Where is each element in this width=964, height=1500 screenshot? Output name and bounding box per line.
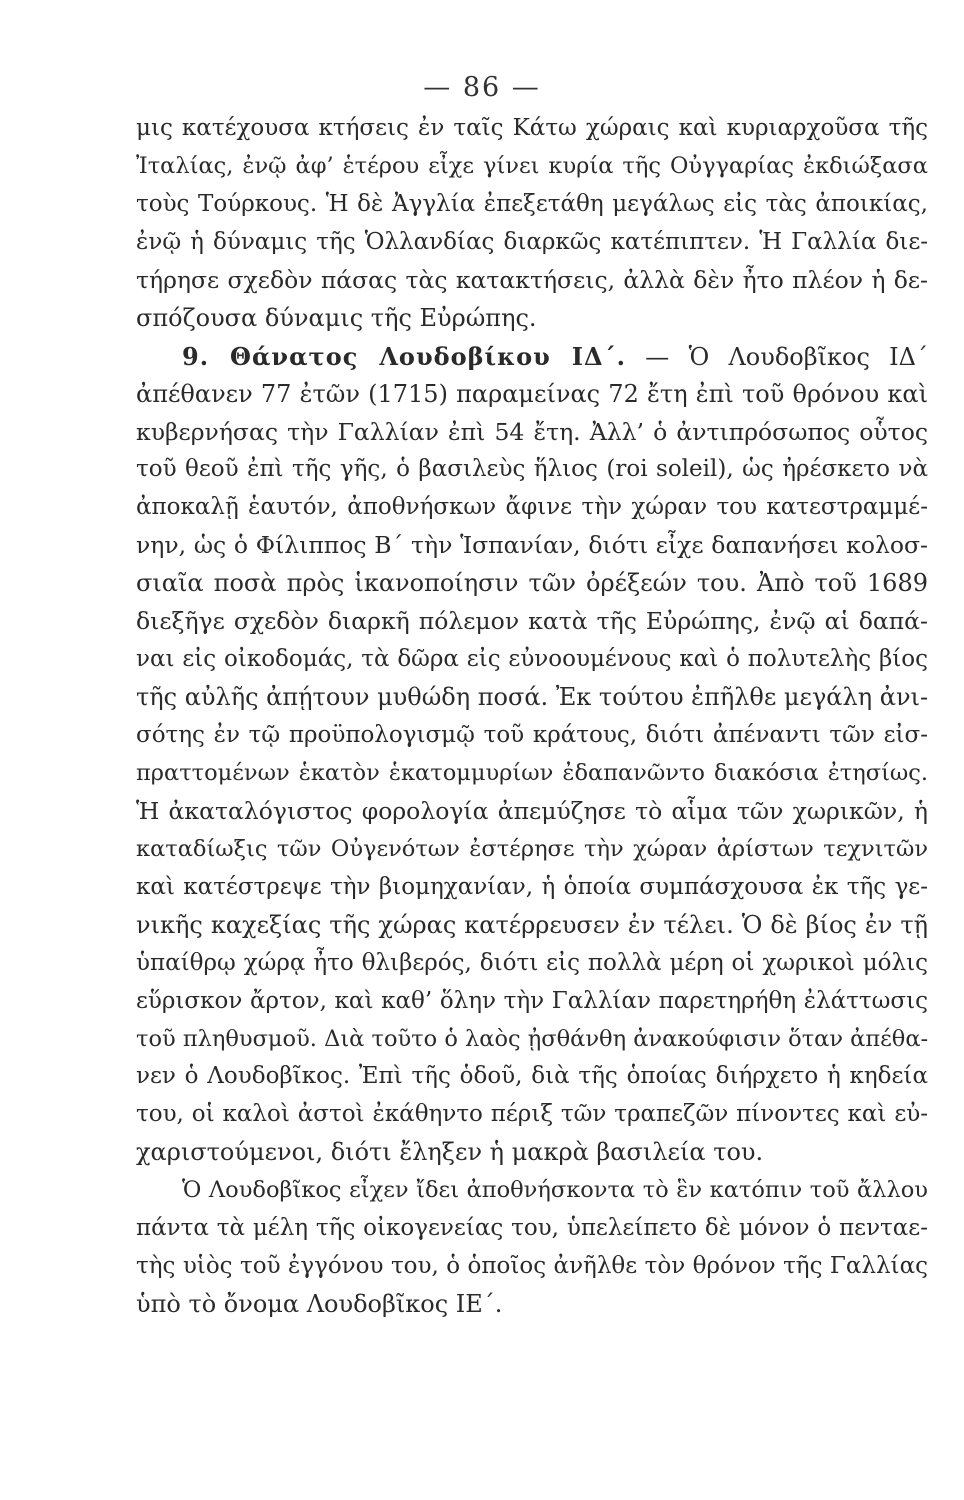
- text-line: χαριστούμενοι, διότι ἔληξεν ἡ μακρὰ βασιλεία του.: [136, 1138, 764, 1167]
- text-line: σότης ἐν τῷ προϋπολογισμῷ τοῦ κράτους, διότι ἀπέναντι τῶν εἰσ-: [136, 722, 928, 748]
- text-line: Ἰταλίας, ἐνῷ ἀφ’ ἑτέρου εἶχε γίνει κυρία τῆς Οὐγγαρίας ἐκδιώξασα: [136, 152, 928, 179]
- text-line: κυβερνήσας τὴν Γαλλίαν ἐπὶ 54 ἔτη. Ἀλλ’ ὁ ἀντιπρόσωπος οὗτος: [136, 417, 928, 446]
- text-line: ναι εἰς οἰκοδομάς, τὰ δῶρα εἰς εὐνοουμένους καὶ ὁ πολυτελὴς βίος: [136, 646, 928, 673]
- text-line: Ἡ ἀκαταλόγιστος φορολογία ἀπεμύζησε τὸ αἷμα τῶν χωρικῶν, ἡ: [136, 796, 928, 825]
- paragraph: [136, 338, 928, 1173]
- text-line: Ὁ Λουδοβῖκος εἶχεν ἴδει ἀποθνήσκοντα τὸ ἓν κατόπιν τοῦ ἄλλου: [182, 1177, 928, 1204]
- text-line: τήρησε σχεδὸν πάσας τὰς κατακτήσεις, ἀλλὰ δὲν ἦτο πλέον ἡ δε-: [136, 265, 928, 294]
- text-line: πάντα τὰ μέλη τῆς οἰκογενείας του, ὑπελείπετο δὲ μόνον ὁ πενταε-: [136, 1215, 928, 1242]
- text-line: του, οἱ καλοὶ ἀστοὶ ἐκάθηντο πέριξ τῶν τραπεζῶν πίνοντες καὶ εὐ-: [136, 1101, 928, 1128]
- text-line: νην, ὡς ὁ Φίλιππος Β΄ τὴν Ἱσπανίαν, διότι εἶχε δαπανήσει κολοσ-: [136, 531, 928, 560]
- text-line: τοῦ πληθυσμοῦ. Διὰ τοῦτο ὁ λαὸς ᾐσθάνθη ἀνακούφισιν ὅταν ἀπέθα-: [136, 1025, 928, 1052]
- text-line: ἀποκαλῇ ἑαυτόν, ἀποθνήσκων ἄφινε τὴν χώραν του κατεστραμμέ-: [136, 494, 928, 521]
- text-line: τοὺς Τούρκους. Ἡ δὲ Ἀγγλία ἐπεξετάθη μεγάλως εἰς τὰς ἀποικίας,: [136, 190, 928, 217]
- text-line: καταδίωξις τῶν Οὐγενότων ἐστέρησε τὴν χώραν ἀρίστων τεχνιτῶν: [136, 835, 928, 862]
- text-line: σιαῖα ποσὰ πρὸς ἱκανοποίησιν τῶν ὀρέξεών του. Ἀπὸ τοῦ 1689: [136, 569, 928, 598]
- paragraph: [136, 1172, 928, 1324]
- text-line: εὕρισκον ἄρτον, καὶ καθ’ ὅλην τὴν Γαλλίαν παρετηρήθη ἐλάττωσις: [136, 987, 928, 1014]
- text-line: μις κατέχουσα κτήσεις ἐν ταῖς Κάτω χώραις καὶ κυριαρχοῦσα τῆς: [136, 115, 928, 141]
- page-number: — 86 —: [423, 72, 541, 103]
- text-line: τῆς αὐλῆς ἀπῄτουν μυθώδη ποσά. Ἐκ τούτου ἐπῆλθε μεγάλη ἀνι-: [136, 683, 928, 712]
- text-line: σπόζουσα δύναμις τῆς Εὐρώπης.: [136, 303, 537, 332]
- text-line: τὴς υἱὸς τοῦ ἐγγόνου του, ὁ ὁποῖος ἀνῆλθε τὸν θρόνον τῆς Γαλλίας: [136, 1253, 928, 1280]
- text-line: ὑπαίθρῳ χώρᾳ ἦτο θλιβερός, διότι εἰς πολλὰ μέρη οἱ χωρικοὶ μόλις: [136, 949, 928, 976]
- text-line: ἀπέθανεν 77 ἐτῶν (1715) παραμείνας 72 ἔτη ἐπὶ τοῦ θρόνου καὶ: [136, 379, 928, 408]
- text-line: ἐνῷ ἡ δύναμις τῆς Ὁλλανδίας διαρκῶς κατέπιπτεν. Ἡ Γαλλία διε-: [136, 228, 928, 255]
- text-line-rest: — Ὁ Λουδοβῖκος ΙΔ΄: [645, 342, 928, 371]
- text-line: ὑπὸ τὸ ὄνομα Λουδοβῖκος ΙΕ΄.: [136, 1290, 503, 1319]
- body-text: [136, 110, 928, 1324]
- text-line: τοῦ θεοῦ ἐπὶ τῆς γῆς, ὁ βασιλεὺς ἥλιος (roi soleil), ὡς ἠρέσκετο νὰ: [136, 456, 928, 483]
- text-line: νεν ὁ Λουδοβῖκος. Ἐπὶ τῆς ὁδοῦ, διὰ τῆς ὁποίας διήρχετο ἡ κηδεία: [136, 1063, 928, 1090]
- section-heading-line: [136, 338, 928, 376]
- text-line: νικῆς καχεξίας τῆς χώρας κατέρρευσεν ἐν τέλει. Ὁ δὲ βίος ἐν τῇ: [136, 910, 928, 939]
- section-heading: 9. Θάνατος Λουδοβίκου ΙΔ΄.: [182, 341, 627, 371]
- paragraph: [136, 110, 928, 338]
- text-line: διεξῆγε σχεδὸν διαρκῆ πόλεμον κατὰ τῆς Εὐρώπης, ἐνῷ αἱ δαπά-: [136, 607, 928, 636]
- text-line: καὶ κατέστρεψε τὴν βιομηχανίαν, ἡ ὁποία συμπάσχουσα ἐκ τῆς γε-: [136, 873, 928, 900]
- text-line: πραττομένων ἑκατὸν ἑκατομμυρίων ἐδαπανῶντο διακόσια ἐτησίως.: [136, 759, 928, 786]
